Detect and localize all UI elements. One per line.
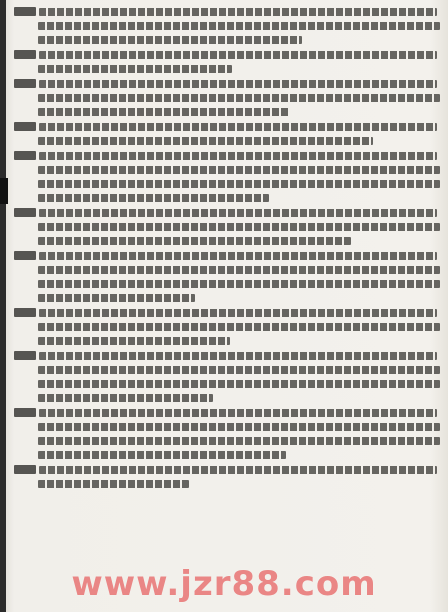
answer-paragraph xyxy=(14,464,440,489)
answer-paragraph xyxy=(14,307,440,346)
text-line xyxy=(14,350,440,361)
text-run xyxy=(39,8,437,16)
answer-paragraph xyxy=(14,78,440,117)
answer-paragraph xyxy=(14,49,440,74)
text-line xyxy=(14,34,440,45)
watermark: www.jzr88.com xyxy=(71,564,377,604)
text-run xyxy=(38,323,440,331)
text-line xyxy=(14,378,440,389)
text-run xyxy=(39,80,437,88)
text-run xyxy=(38,137,373,145)
question-number xyxy=(14,208,36,217)
text-line xyxy=(14,63,440,74)
text-run xyxy=(38,108,290,116)
text-line xyxy=(14,78,440,89)
text-line xyxy=(14,192,440,203)
text-line xyxy=(14,20,440,31)
question-number xyxy=(14,308,36,317)
text-line xyxy=(14,150,440,161)
text-run xyxy=(39,123,437,131)
text-run xyxy=(38,380,440,388)
text-run xyxy=(38,337,230,345)
text-run xyxy=(38,480,189,488)
text-run xyxy=(38,223,440,231)
answer-paragraph xyxy=(14,121,440,146)
text-line xyxy=(14,435,440,446)
text-run xyxy=(38,451,286,459)
text-line xyxy=(14,478,440,489)
text-line xyxy=(14,264,440,275)
question-number xyxy=(14,7,36,16)
text-run xyxy=(39,152,437,160)
text-line xyxy=(14,178,440,189)
text-line xyxy=(14,250,440,261)
text-line xyxy=(14,278,440,289)
answer-paragraph xyxy=(14,207,440,246)
text-line xyxy=(14,364,440,375)
text-line xyxy=(14,292,440,303)
question-number xyxy=(14,79,36,88)
question-number xyxy=(14,50,36,59)
text-run xyxy=(38,280,440,288)
text-run xyxy=(39,209,437,217)
text-run xyxy=(39,51,437,59)
text-run xyxy=(38,65,232,73)
text-line xyxy=(14,392,440,403)
text-line xyxy=(14,307,440,318)
text-run xyxy=(38,237,351,245)
question-number xyxy=(14,122,36,131)
text-line xyxy=(14,207,440,218)
text-line xyxy=(14,164,440,175)
binding-edge xyxy=(0,0,6,612)
text-line xyxy=(14,6,440,17)
text-run xyxy=(38,437,440,445)
text-line xyxy=(14,449,440,460)
question-number xyxy=(14,408,36,417)
text-run xyxy=(38,294,195,302)
question-number xyxy=(14,251,36,260)
text-run xyxy=(38,166,440,174)
text-line xyxy=(14,106,440,117)
text-line xyxy=(14,135,440,146)
answer-paragraph xyxy=(14,250,440,303)
binding-mark xyxy=(0,178,8,204)
text-run xyxy=(38,266,440,274)
text-run xyxy=(38,36,302,44)
text-line xyxy=(14,321,440,332)
text-line xyxy=(14,421,440,432)
text-line xyxy=(14,121,440,132)
text-run xyxy=(38,366,440,374)
text-run xyxy=(38,180,440,188)
text-line xyxy=(14,92,440,103)
question-number xyxy=(14,151,36,160)
text-run xyxy=(39,409,437,417)
answer-paragraph xyxy=(14,350,440,403)
text-line xyxy=(14,464,440,475)
answer-paragraph xyxy=(14,150,440,203)
question-number xyxy=(14,351,36,360)
text-line xyxy=(14,407,440,418)
text-run xyxy=(38,394,213,402)
text-line xyxy=(14,335,440,346)
text-run xyxy=(39,252,437,260)
text-run xyxy=(39,309,437,317)
question-number xyxy=(14,465,36,474)
text-run xyxy=(38,22,440,30)
text-line xyxy=(14,49,440,60)
answer-paragraph xyxy=(14,6,440,45)
text-run xyxy=(38,94,440,102)
text-run xyxy=(39,352,437,360)
answer-paragraph xyxy=(14,407,440,460)
text-line xyxy=(14,221,440,232)
text-run xyxy=(38,423,440,431)
text-run xyxy=(38,194,269,202)
text-line xyxy=(14,235,440,246)
text-run xyxy=(39,466,437,474)
answer-key-body xyxy=(14,6,440,489)
